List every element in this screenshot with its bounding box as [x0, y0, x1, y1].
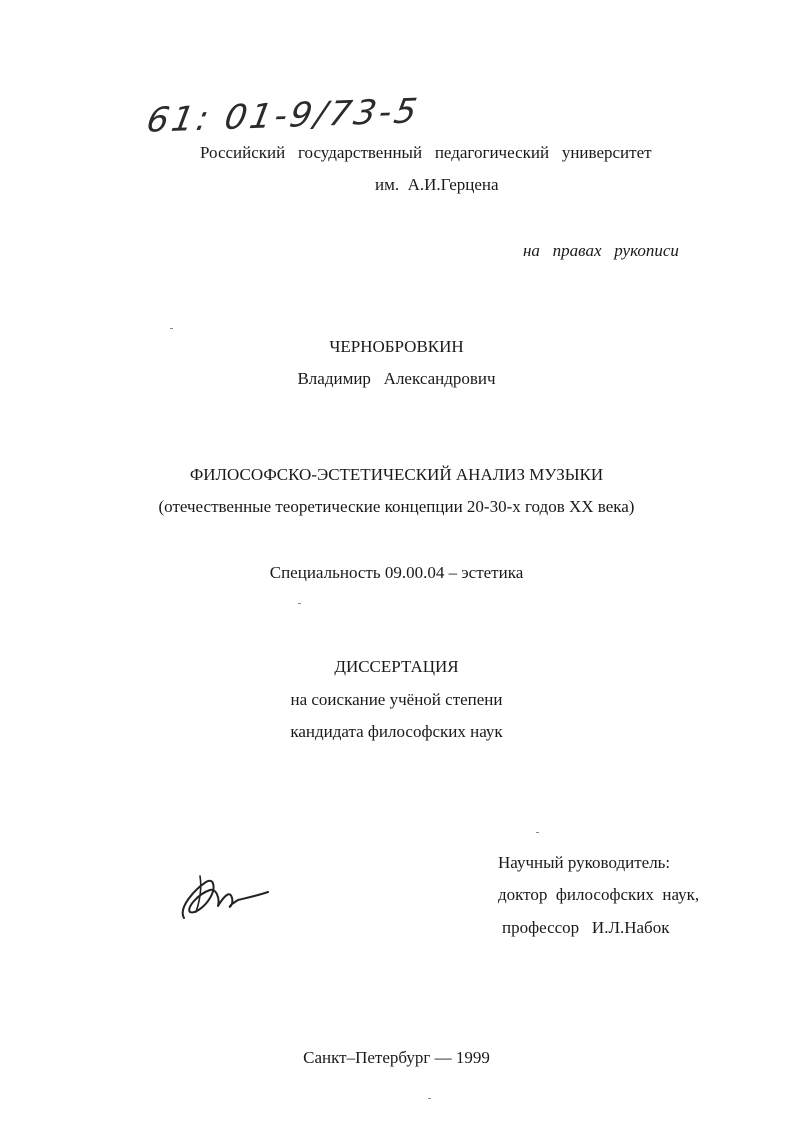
author-surname: ЧЕРНОБРОВКИН	[329, 337, 464, 356]
university-eponym: им. А.И.Герцена	[375, 175, 499, 194]
handwritten-registry-mark: 61: 01-9/73-5	[143, 91, 423, 141]
manuscript-rights-note: на правах рукописи	[523, 241, 679, 260]
author-signature	[176, 868, 276, 928]
degree-name: кандидата философских наук	[290, 722, 503, 741]
scan-speck	[170, 328, 173, 329]
dissertation-subtitle: (отечественные теоретические концепции 20-30-х годов XX века)	[158, 497, 635, 516]
dissertation-title: ФИЛОСОФСКО-ЭСТЕТИЧЕСКИЙ АНАЛИЗ МУЗЫКИ	[189, 465, 604, 484]
supervisor-name: профессор И.Л.Набок	[502, 918, 670, 937]
supervisor-degree: доктор философских наук,	[498, 885, 700, 904]
author-given-names: Владимир Александрович	[297, 369, 496, 388]
document-type: ДИССЕРТАЦИЯ	[334, 657, 459, 676]
university-name: Российский государственный педагогический университет	[200, 143, 652, 162]
speciality: Специальность 09.00.04 – эстетика	[269, 563, 524, 582]
supervisor-label: Научный руководитель:	[498, 853, 671, 872]
place-and-year: Санкт–Петербург — 1999	[303, 1048, 490, 1067]
scan-speck	[536, 832, 539, 833]
scan-speck	[298, 603, 301, 604]
degree-purpose: на соискание учёной степени	[290, 690, 503, 709]
scan-speck	[428, 1098, 431, 1099]
